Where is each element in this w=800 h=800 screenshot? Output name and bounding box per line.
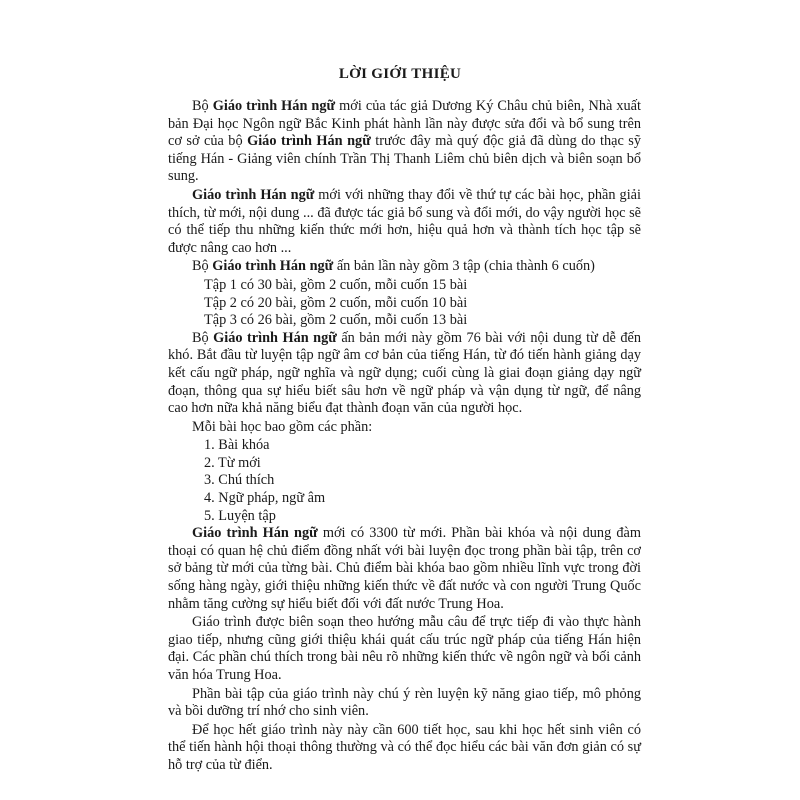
page-title: LỜI GIỚI THIỆU <box>338 66 462 82</box>
paragraph-3-text: ấn bản lần này gồm 3 tập (chia thành 6 cuốn) <box>333 258 595 275</box>
part-item: 2. Từ mới <box>204 454 261 471</box>
paragraph-5: Mỗi bài học bao gồm các phần: <box>192 418 373 435</box>
part-item: 3. Chú thích <box>204 472 275 489</box>
volume-item: Tập 2 có 20 bài, gồm 2 cuốn, mỗi cuốn 10 bài <box>204 294 468 311</box>
volume-item: Tập 1 có 30 bài, gồm 2 cuốn, mỗi cuốn 15 bài <box>204 276 468 293</box>
book-title: Giáo trình Hán ngữ <box>212 98 336 114</box>
paragraph-3-lead: Bộ <box>192 258 213 275</box>
paragraph-7: Giáo trình được biên soạn theo hướng mẫu câu để trực tiếp đi vào thực hành giao tiếp, nhưng cũng giới thiệu khái quát cấu trúc ngữ pháp của tiếng Hán hiện đại. Các phần chú thích trong bài nêu rõ những kiến thức về ngôn ngữ và bối cảnh văn hóa Trung Hoa. <box>168 614 641 683</box>
paragraph-1 <box>168 98 641 186</box>
paragraph-9: Để học hết giáo trình này này cần 600 tiết học, sau khi học hết sinh viên có thể tiến hành hội thoại thông thường và có thể đọc hiểu các bài văn đơn giản có sự hỗ trợ của từ điển. <box>168 721 641 773</box>
paragraph-8: Phần bài tập của giáo trình này chú ý rèn luyện kỹ năng giao tiếp, mô phỏng và bồi dưỡng trí nhớ cho sinh viên. <box>168 685 641 720</box>
paragraph-3 <box>168 258 641 276</box>
part-item: 1. Bài khóa <box>204 437 270 454</box>
paragraph-1-part-1: mới của tác giả Dương Ký Châu chủ biên, Nhà xuất bản Đại học Ngôn ngữ Bắc Kinh phát hành lần này được sửa đổi và bổ sung trên cơ sở của bộ <box>168 98 641 150</box>
paragraph-4-text: ấn bản mới này gồm 76 bài với nội dung từ dễ đến khó. Bắt đầu từ luyện tập ngữ âm cơ bản của tiếng Hán, từ đó tiến hành giảng dạy kết cấu ngữ pháp, ngữ nghĩa và ngữ dụng; cuối cùng là giai đoạn giảng dạy ngữ đoạn, thông qua sự hiểu biết sâu hơn về ngữ pháp và vận dụng từ ngữ, để nâng cao hơn nữa khả năng biểu đạt thành đoạn văn của người học. <box>168 329 641 417</box>
book-title: Giáo trình Hán ngữ <box>192 186 315 203</box>
paragraph-6-text: mới có 3300 từ mới. Phần bài khóa và nội dung đàm thoại có quan hệ chủ điểm đồng nhất với bài luyện đọc trong phần bài tập, trên cơ sở bảng từ mới của từng bài. Chủ điểm bài khóa bao gồm nhiều lĩnh vực trong đời sống hàng ngày, giới thiệu những kiến thức về đất nước và con người Trung Quốc nhằm tăng cường sự hiểu biết đối với đất nước Trung Hoa. <box>168 525 641 612</box>
paragraph-1-part-2: trước đây mà quý độc giả đã dùng do thạc sỹ tiếng Hán - Giảng viên chính Trần Thị Thanh Liêm chủ biên dịch và biên soạn bổ sung. <box>168 133 641 185</box>
part-item: 5. Luyện tập <box>204 507 276 524</box>
book-title: Giáo trình Hán ngữ <box>213 329 337 346</box>
book-title: Giáo trình Hán ngữ <box>212 258 334 275</box>
paragraph-4-lead: Bộ <box>192 329 214 346</box>
part-item: 4. Ngữ pháp, ngữ âm <box>204 490 326 507</box>
paragraph-1-lead: Bộ <box>192 98 213 114</box>
paragraph-2-text: mới với những thay đổi về thứ tự các bài học, phần giải thích, từ mới, nội dung ... đã được tác giả bổ sung và đổi mới, do vậy người học sẽ có thể tiếp thu những kiến thức mới hơn, hiệu quả hơn và thành tích học tập sẽ được nâng cao hơn ... <box>168 186 641 256</box>
volume-item: Tập 3 có 26 bài, gồm 2 cuốn, mỗi cuốn 13 bài <box>204 312 468 329</box>
book-title: Giáo trình Hán ngữ <box>247 133 371 150</box>
paragraph-4 <box>168 330 641 418</box>
book-title: Giáo trình Hán ngữ <box>192 525 318 542</box>
paragraph-6 <box>168 525 641 613</box>
paragraph-2 <box>168 187 641 257</box>
document-body <box>168 98 641 776</box>
